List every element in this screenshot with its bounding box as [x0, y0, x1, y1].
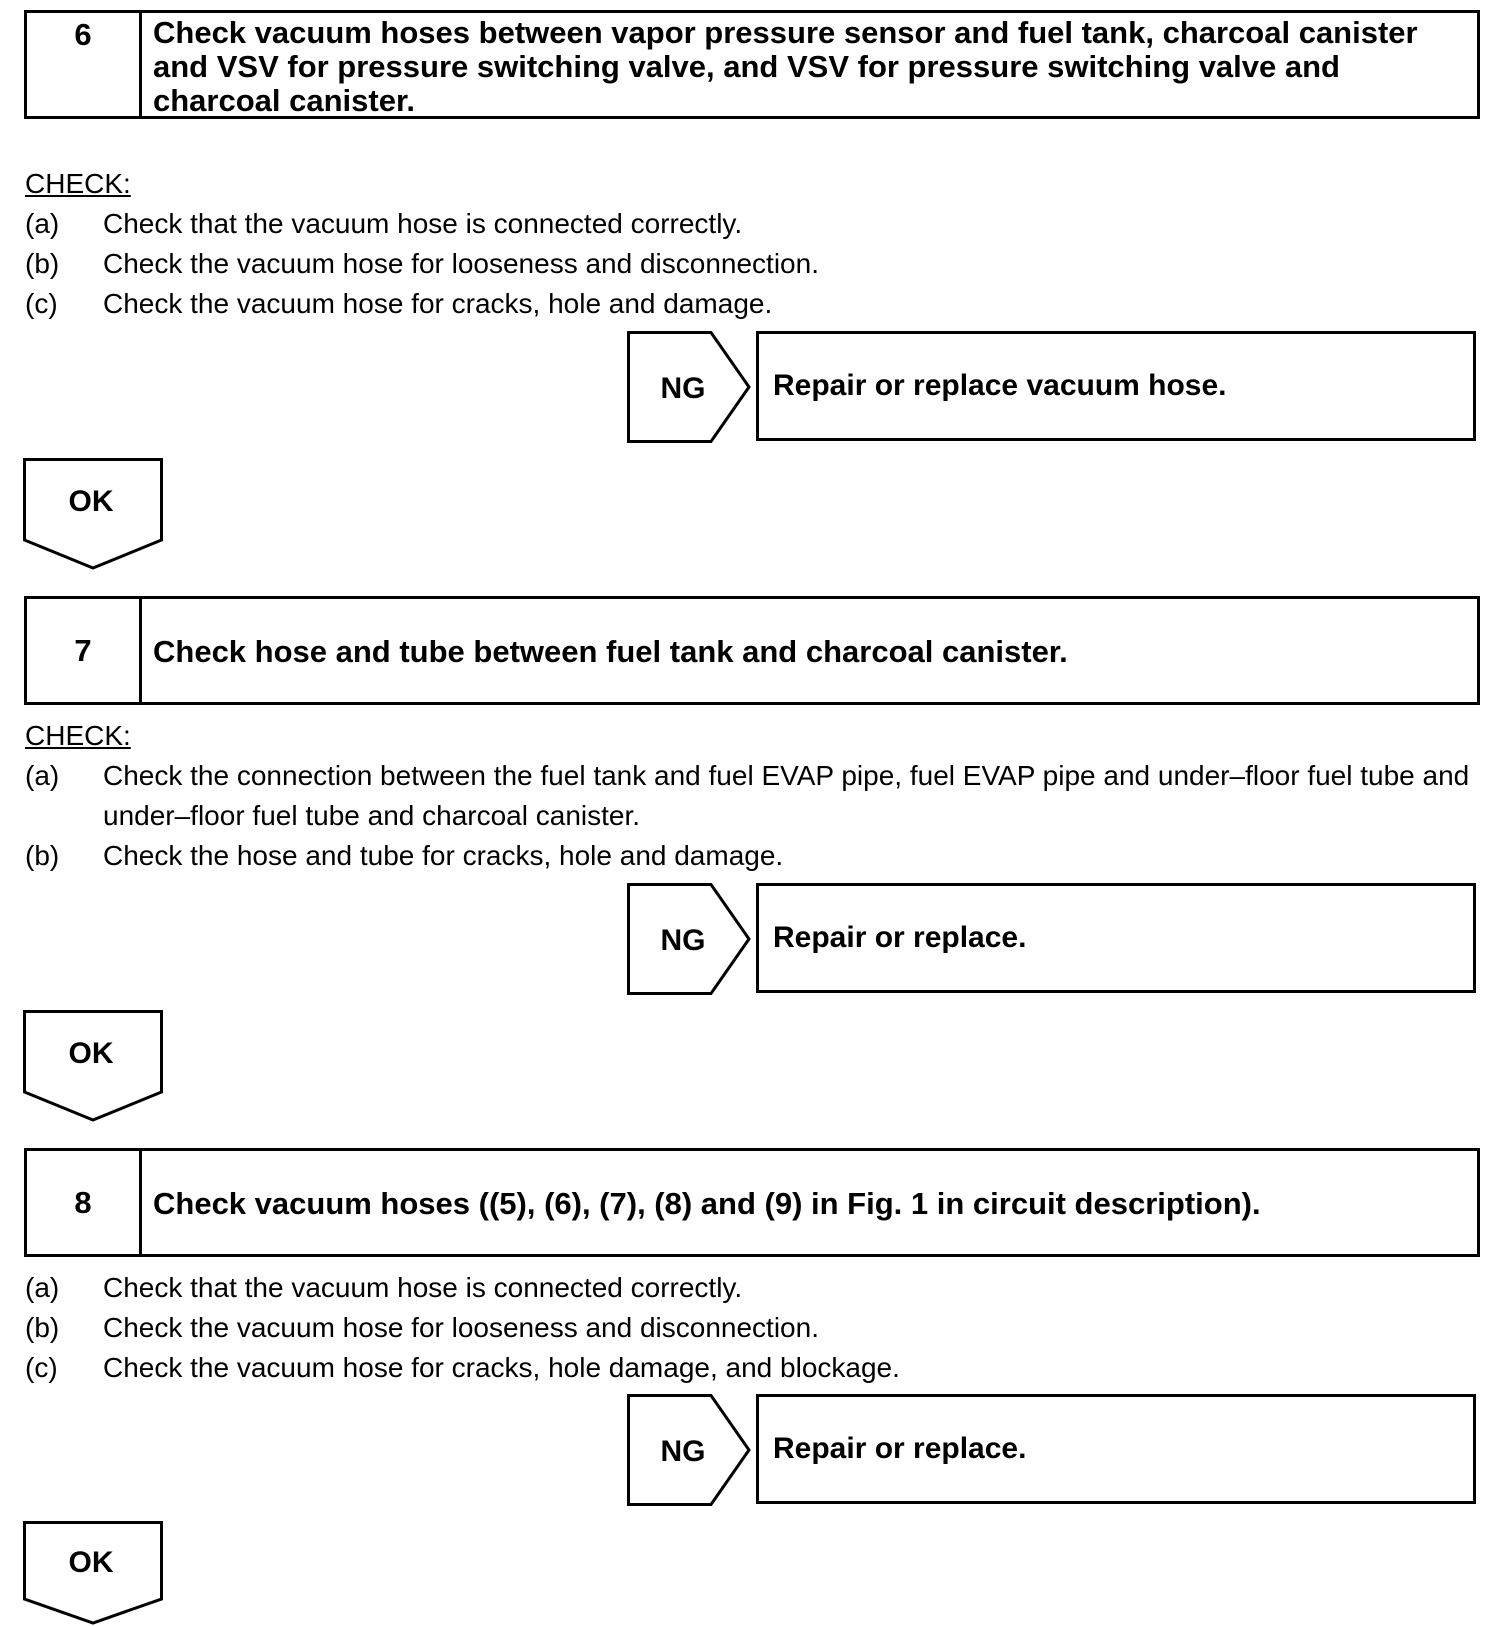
ok-arrow	[23, 458, 163, 570]
item-text: Check that the vacuum hose is connected correctly.	[103, 1272, 743, 1303]
item-text: Check the vacuum hose for looseness and disconnection.	[103, 248, 819, 279]
list-item	[25, 756, 1485, 836]
ok-label: OK	[68, 1037, 114, 1070]
ng-arrow	[627, 1394, 751, 1506]
item-text: Check the hose and tube for cracks, hole and damage.	[103, 840, 784, 871]
item-text: Check the vacuum hose for looseness and disconnection.	[103, 1312, 819, 1343]
list-item	[25, 836, 1485, 876]
ng-action-box: Repair or replace.	[756, 883, 1476, 993]
step-title: Check hose and tube between fuel tank and charcoal canister.	[153, 634, 1068, 669]
item-letter: (a)	[25, 1272, 60, 1303]
ng-label: NG	[660, 372, 706, 405]
ng-action-box: Repair or replace.	[756, 1394, 1476, 1504]
item-text: Check that the vacuum hose is connected correctly.	[103, 208, 743, 239]
check-label: CHECK:	[25, 720, 131, 751]
step-number: 7	[27, 599, 142, 702]
list-item	[25, 1268, 1485, 1308]
step-number: 8	[27, 1151, 142, 1254]
item-text: Check the connection between the fuel tank and fuel EVAP pipe, fuel EVAP pipe and under–floor fuel tube and under–floor fuel tube and charcoal canister.	[103, 760, 1470, 831]
ng-arrow	[627, 331, 751, 443]
item-letter: (b)	[25, 840, 60, 871]
ng-arrow	[627, 883, 751, 995]
ng-label: NG	[660, 1435, 706, 1468]
step-7-box	[24, 596, 1480, 705]
step-title: Check vacuum hoses between vapor pressure sensor and fuel tank, charcoal canister and VSV for pressure switching valve, and VSV for pressure switching valve and charcoal canister.	[153, 15, 1418, 118]
item-letter: (b)	[25, 1312, 60, 1343]
item-letter: (c)	[25, 288, 58, 319]
list-item	[25, 1348, 1485, 1388]
step-title: Check vacuum hoses ((5), (6), (7), (8) and (9) in Fig. 1 in circuit description).	[153, 1186, 1261, 1221]
check-label: CHECK:	[25, 168, 131, 199]
ng-action-box: Repair or replace vacuum hose.	[756, 331, 1476, 441]
item-letter: (b)	[25, 248, 60, 279]
list-item	[25, 1308, 1485, 1348]
list-item	[25, 204, 1485, 244]
item-text: Check the vacuum hose for cracks, hole damage, and blockage.	[103, 1352, 900, 1383]
ok-arrow	[23, 1010, 163, 1122]
item-letter: (c)	[25, 1352, 58, 1383]
item-letter: (a)	[25, 208, 60, 239]
ng-label: NG	[660, 924, 706, 957]
ok-label: OK	[68, 1546, 114, 1579]
list-item	[25, 284, 1485, 324]
ok-arrow	[23, 1521, 163, 1625]
item-text: Check the vacuum hose for cracks, hole and damage.	[103, 288, 773, 319]
step-number: 6	[27, 13, 142, 116]
step-8-box	[24, 1148, 1480, 1257]
list-item	[25, 244, 1485, 284]
step-6-box	[24, 10, 1480, 119]
ok-label: OK	[68, 485, 114, 518]
item-letter: (a)	[25, 760, 60, 791]
